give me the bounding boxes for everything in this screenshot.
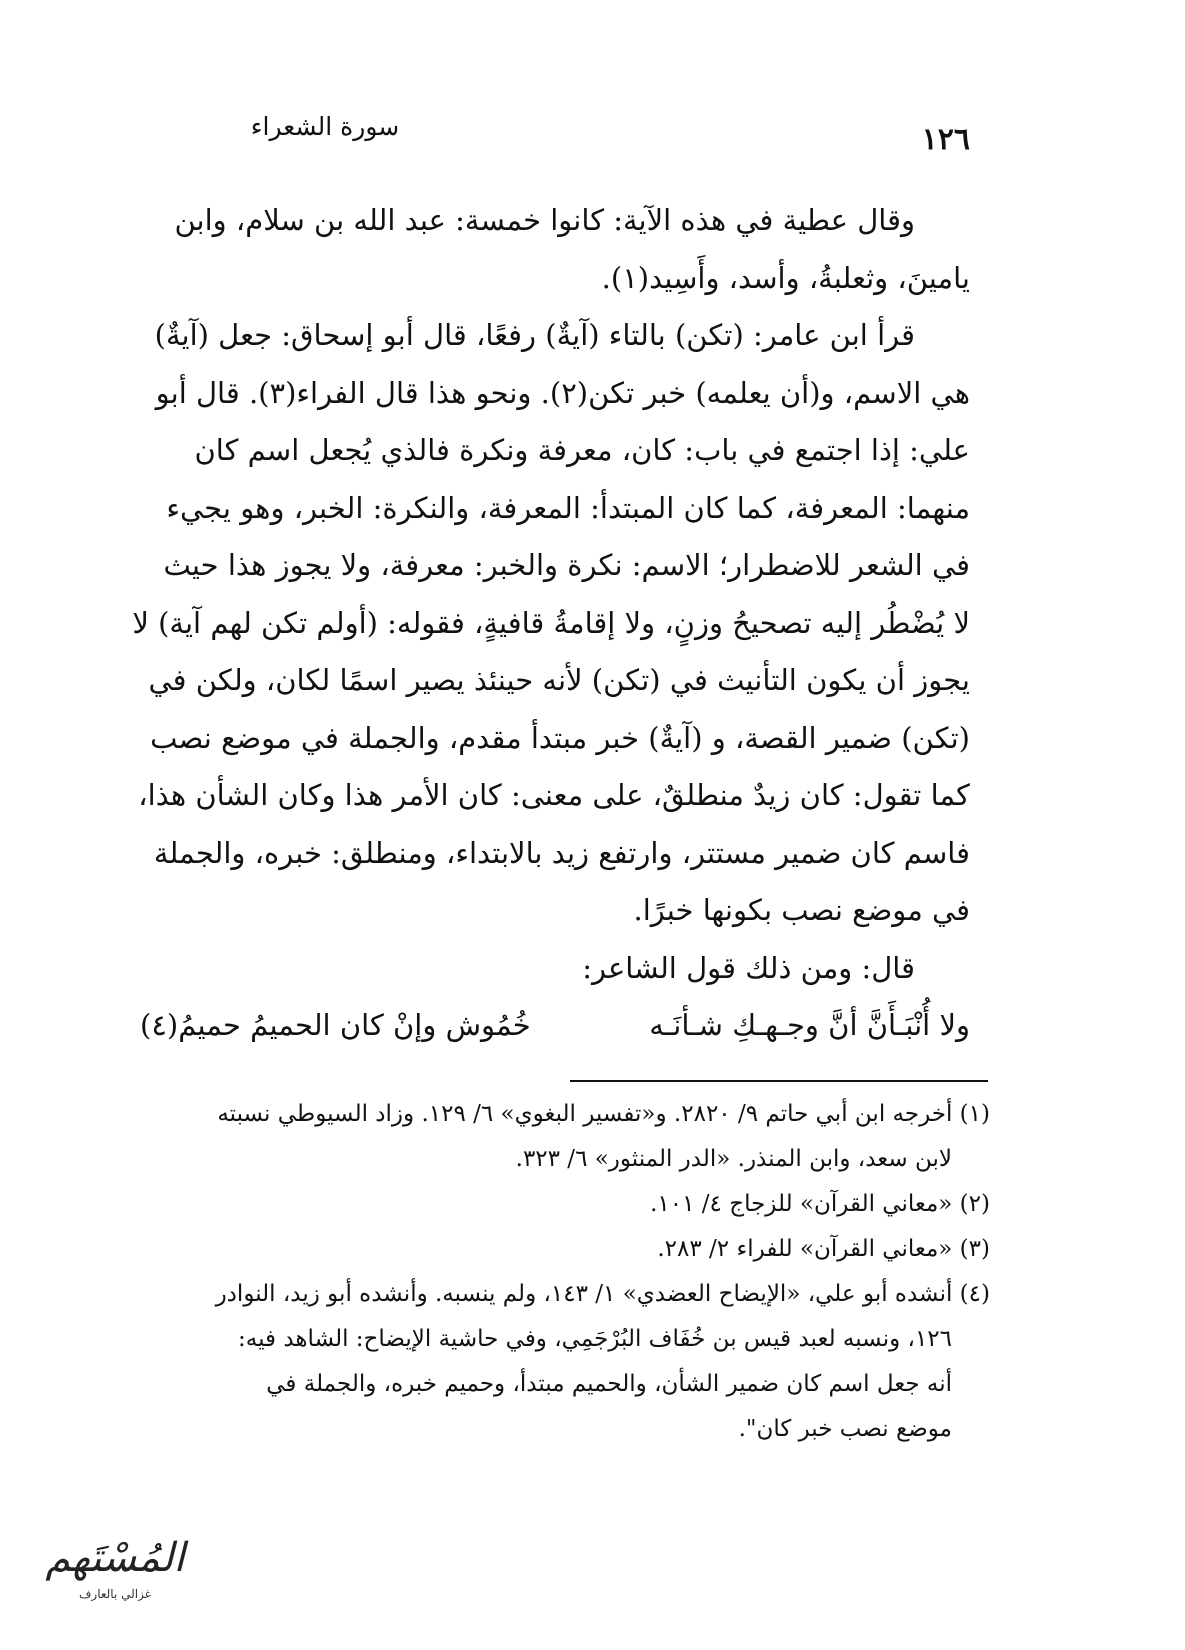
text-line: هي الاسم، و(أن يعلمه) خبر تكن(٢). ونحو هذا قال الفراء(٣). قال أبو: [155, 375, 970, 410]
footnote-line: (٣) «معاني القرآن» للفراء ٢/ ٢٨٣.: [657, 1236, 990, 1262]
text-line: فاسم كان ضمير مستتر، وارتفع زيد بالابتداء، ومنطلق: خبره، والجملة: [153, 835, 970, 870]
text-line: لا يُضْطُر إليه تصحيحُ وزنٍ، ولا إقامةُ قافيةٍ، فقوله: (أولم تكن لهم آية) لا: [132, 605, 970, 640]
text-line: منهما: المعرفة، كما كان المبتدأ: المعرفة، والنكرة: الخبر، وهو يجيء: [166, 490, 970, 525]
footnote-line: (٢) «معاني القرآن» للزجاج ٤/ ١٠١.: [650, 1191, 990, 1217]
footnote-line: أنه جعل اسم كان ضمير الشأن، والحميم مبتدأ، وحميم خبره، والجملة في: [266, 1371, 952, 1397]
footnote-line: ١٢٦، ونسبه لعبد قيس بن خُفَاف البُرْجَمِي، وفي حاشية الإيضاح: الشاهد فيه:: [238, 1326, 952, 1352]
footnote-3: [140, 1227, 990, 1272]
text-line: يامينَ، وثعلبةُ، وأسد، وأَسِيد(١).: [601, 260, 970, 295]
footnote-1: [140, 1092, 990, 1182]
footnote-divider: [570, 1080, 988, 1082]
text-line: وقال عطية في هذه الآية: كانوا خمسة: عبد الله بن سلام، وابن: [174, 203, 915, 237]
main-text: [132, 192, 970, 1055]
paragraph-1: [140, 192, 970, 307]
text-line: علي: إذا اجتمع في باب: كان، معرفة ونكرة فالذي يُجعل اسم كان: [194, 433, 970, 467]
footnote-line: (١) أخرجه ابن أبي حاتم ٩/ ٢٨٢٠. و«تفسير البغوي» ٦/ ١٢٩. وزاد السيوطي نسبته: [217, 1101, 990, 1127]
text-line: في الشعر للاضطرار؛ الاسم: نكرة والخبر: معرفة، ولا يجوز هذا حيث: [163, 548, 970, 582]
text-line: في موضع نصب بكونها خبرًا.: [633, 893, 970, 927]
text-line: قرأ ابن عامر: (تكن) بالتاء (آيةٌ) رفعًا، قال أبو إسحاق: جعل (آيةٌ): [154, 318, 915, 352]
logo-sub-text: غزالي بالعارف: [78, 1587, 152, 1601]
text-line: كما تقول: كان زيدٌ منطلقٌ، على معنى: كان الأمر هذا وكان الشأن هذا،: [138, 778, 970, 812]
text-line: يجوز أن يكون التأنيث في (تكن) لأنه حينئذ يصير اسمًا لكان، ولكن في: [148, 663, 970, 697]
footnote-line: (٤) أنشده أبو علي، «الإيضاح العضدي» ١/ ١٤٣، ولم ينسبه. وأنشده أبو زيد، النوادر: [215, 1281, 990, 1307]
verse-first-hemistich: ولا أُنْبَـأَنَّ أنَّ وجـهـكِ شـأنَـه: [649, 1008, 970, 1042]
footnote-2: [140, 1182, 990, 1227]
footnote-line: موضع نصب خبر كان".: [738, 1416, 952, 1442]
logo-main-text: المُسْتَهم: [45, 1535, 185, 1581]
verse-intro: قال: ومن ذلك قول الشاعر:: [582, 950, 915, 985]
publisher-logo: [40, 1525, 190, 1615]
verse-second-hemistich: خُمُوش وإنْ كان الحميمُ حميمُ(٤): [140, 1008, 531, 1042]
poetry-verse: [140, 997, 970, 1055]
footnote-4: [140, 1272, 990, 1452]
footnotes: [140, 1092, 990, 1452]
text-line: (تكن) ضمير القصة، و (آيةٌ) خبر مبتدأ مقدم، والجملة في موضع نصب: [150, 720, 970, 755]
surah-title: سورة الشعراء: [250, 112, 400, 141]
paragraph-2: [132, 307, 970, 940]
footnote-line: لابن سعد، وابن المنذر. «الدر المنثور» ٦/ ٣٢٣.: [515, 1146, 952, 1172]
page-number: ١٢٦: [921, 122, 970, 157]
